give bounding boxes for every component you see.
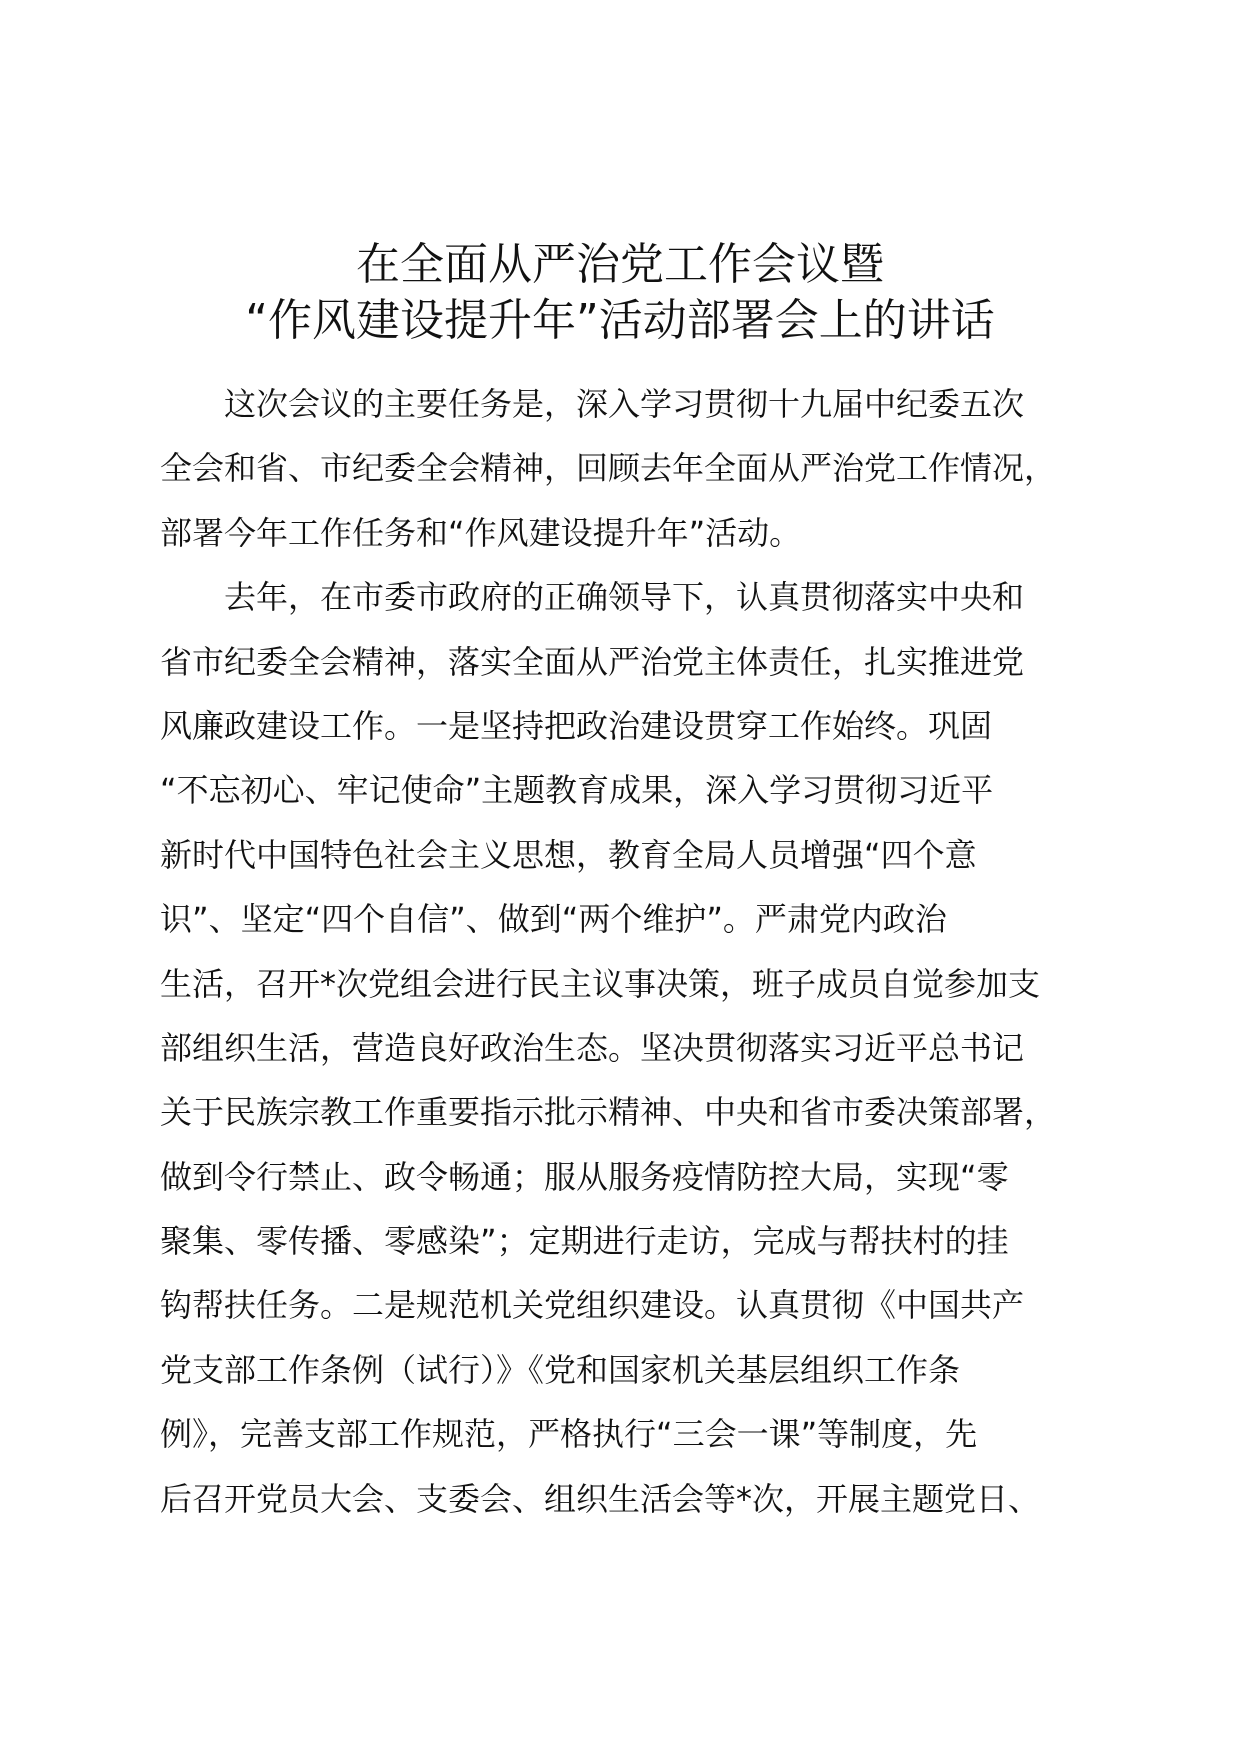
paragraph-line: 省市纪委全会精神，落实全面从严治党主体责任，扎实推进党 [160,642,1025,681]
paragraph-line: 做到令行禁止、政令畅通；服从服务疫情防控大局，实现“零 [160,1157,1009,1196]
paragraph-line: 新时代中国特色社会主义思想，教育全局人员增强“四个意 [160,835,977,874]
paragraph-1 [160,372,1100,565]
paragraph-line: “不忘初心、牢记使命”主题教育成果，深入学习贯彻习近平 [160,771,994,810]
document-title [0,237,1240,349]
paragraph-line: 后召开党员大会、支委会、组织生活会等*次，开展主题党日、 [160,1479,1041,1518]
title-line-2: “作风建设提升年”活动部署会上的讲话 [245,295,995,346]
paragraph-line: 党支部工作条例（试行）》《党和国家机关基层组织工作条 [160,1350,961,1389]
paragraph-line: 去年，在市委市政府的正确领导下，认真贯彻落实中央和 [224,578,1025,617]
paragraph-line: 生活，召开*次党组会进行民主议事决策，班子成员自觉参加支 [160,964,1041,1003]
title-line-1: 在全面从严治党工作会议暨 [356,239,884,290]
paragraph-line: 全会和省、市纪委全会精神，回顾去年全面从严治党工作情况， [160,449,1057,488]
paragraph-2 [160,565,1100,1531]
paragraph-line: 这次会议的主要任务是，深入学习贯彻十九届中纪委五次 [224,385,1025,423]
paragraph-line: 部署今年工作任务和“作风建设提升年”活动。 [160,513,802,552]
paragraph-line: 部组织生活，营造良好政治生态。坚决贯彻落实习近平总书记 [160,1028,1025,1067]
paragraph-line: 钩帮扶任务。二是规范机关党组织建设。认真贯彻《中国共产 [160,1286,1025,1325]
paragraph-line: 关于民族宗教工作重要指示批示精神、中央和省市委决策部署， [160,1093,1057,1132]
document-body [160,372,1100,1531]
paragraph-line: 识”、坚定“四个自信”、做到“两个维护”。严肃党内政治 [160,900,947,939]
paragraph-line: 风廉政建设工作。一是坚持把政治建设贯穿工作始终。巩固 [160,706,993,745]
paragraph-line: 聚集、零传播、零感染”；定期进行走访，完成与帮扶村的挂 [160,1222,1009,1261]
paragraph-line: 例》，完善支部工作规范，严格执行“三会一课”等制度，先 [160,1415,978,1454]
